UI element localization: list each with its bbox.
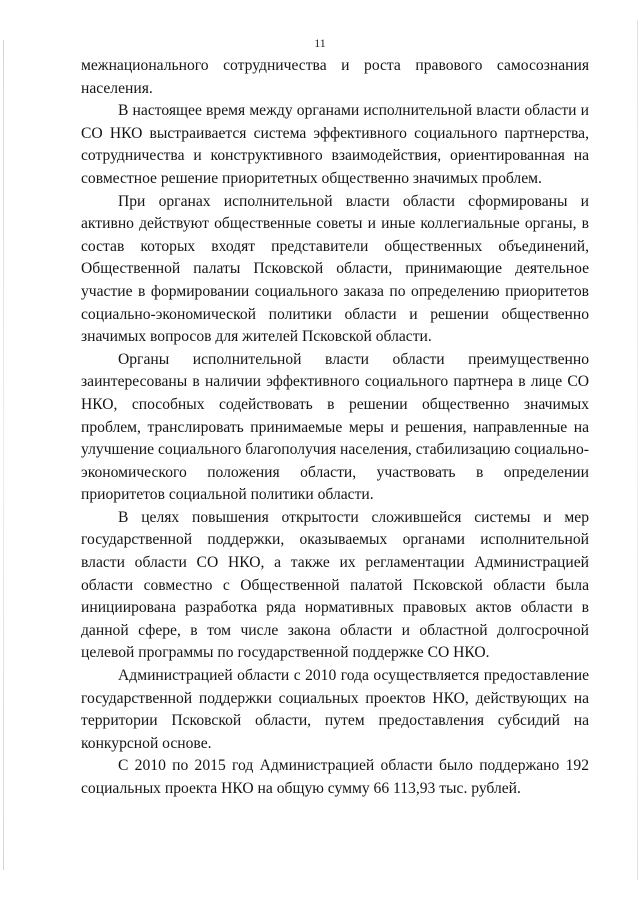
paragraph: Администрацией области с 2010 года осуществляется предоставление государственной поддержки социальных проектов НКО, действующих на территории Псковской области, путем предоставления субсидий на конкурсной основе. [81, 667, 589, 752]
scan-edge-left [3, 40, 4, 870]
paragraph: С 2010 по 2015 год Администрацией области было поддержано 192 социальных проекта НКО на общую сумму 66 113,93 тыс. рублей. [81, 757, 589, 797]
page-number: 11 [314, 36, 326, 50]
scan-edge-right [637, 20, 638, 880]
paragraph: Органы исполнительной власти области преимущественно заинтересованы в наличии эффективного социального партнера в лице СО НКО, способных содействовать в решении общественно значимых проблем, транслировать принимаемые меры и решения, направленные на улучшение социального благополучия населения, стабилизацию социально-экономического положения области, участвовать в определении приоритетов социальной политики области. [81, 350, 589, 504]
paragraph: В настоящее время между органами исполнительной власти области и СО НКО выстраивается система эффективного социального партнерства, сотрудничества и конструктивного взаимодействия, ориентированная на совместное решение приоритетных общественно значимых проблем. [81, 102, 589, 187]
paragraph-continuation: межнационального сотрудничества и роста правового самосознания населения. [81, 57, 589, 97]
paragraph: В целях повышения открытости сложившейся системы и мер государственной поддержки, оказываемых органами исполнительной власти области СО НКО, а также их регламентации Администрацией области совместно с Общественной палатой Псковской области была инициирована разработка ряда нормативных правовых актов области в данной сфере, в том числе закона области и областной долгосрочной целевой программы по государственной поддержке СО НКО. [81, 508, 589, 662]
document-body [81, 55, 589, 801]
paragraph: При органах исполнительной власти области сформированы и активно действуют общественные советы и иные коллегиальные органы, в состав которых входят представители общественных объединений, Общественной палаты Псковской области, принимающие деятельное участие в формировании социального заказа по определению приоритетов социально-экономической политики области и решении общественно значимых вопросов для жителей Псковской области. [81, 192, 589, 346]
